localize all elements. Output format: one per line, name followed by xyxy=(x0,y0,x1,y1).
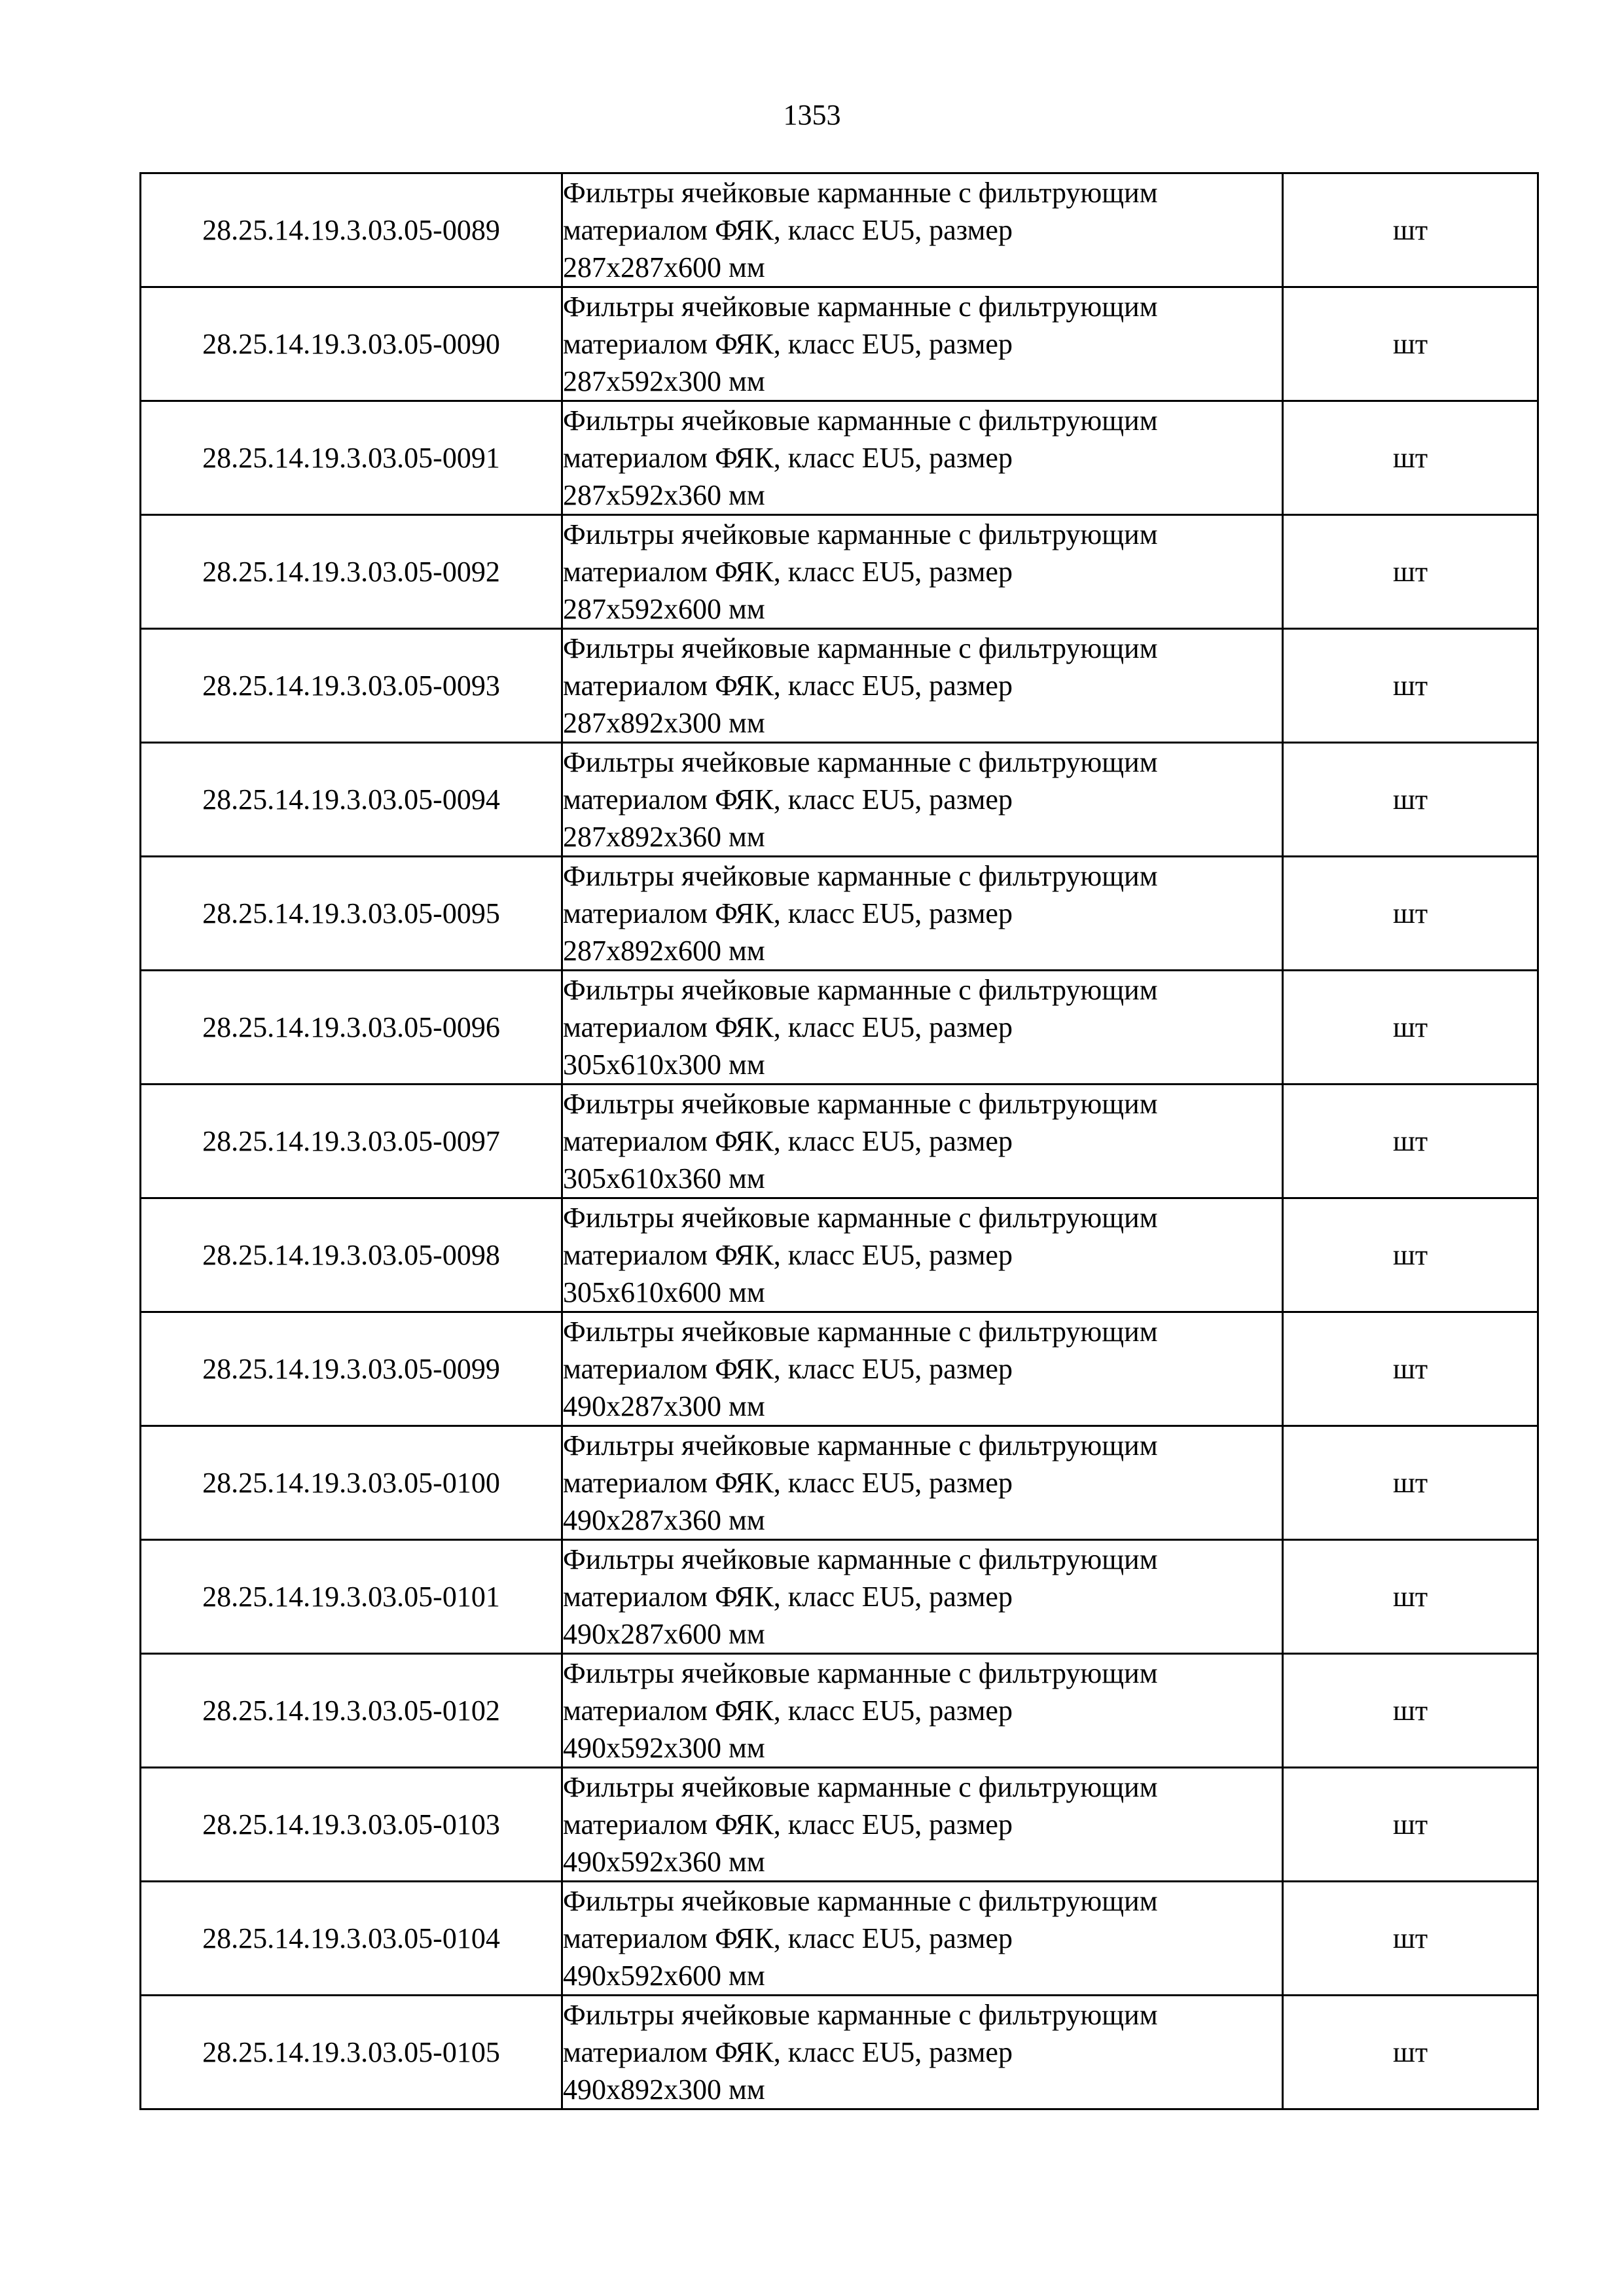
item-code: 28.25.14.19.3.03.05-0093 xyxy=(141,629,562,743)
item-description xyxy=(562,1085,1283,1198)
item-unit: шт xyxy=(1283,971,1538,1085)
description-line: материалом ФЯК, класс EU5, размер xyxy=(563,2036,1013,2068)
item-code: 28.25.14.19.3.03.05-0090 xyxy=(141,287,562,401)
table-row xyxy=(141,1426,1538,1540)
item-description xyxy=(562,173,1283,287)
item-unit: шт xyxy=(1283,1882,1538,1996)
item-description xyxy=(562,1654,1283,1768)
item-unit: шт xyxy=(1283,1085,1538,1198)
description-line: материалом ФЯК, класс EU5, размер xyxy=(563,556,1013,588)
item-code: 28.25.14.19.3.03.05-0094 xyxy=(141,743,562,857)
table-row xyxy=(141,173,1538,287)
table-row xyxy=(141,1312,1538,1426)
description-line: материалом ФЯК, класс EU5, размер xyxy=(563,1011,1013,1043)
description-line: Фильтры ячейковые карманные с фильтрующим xyxy=(563,974,1158,1006)
description-line: Фильтры ячейковые карманные с фильтрующим xyxy=(563,1088,1158,1120)
table-row xyxy=(141,971,1538,1085)
description-line: материалом ФЯК, класс EU5, размер xyxy=(563,328,1013,360)
table-row xyxy=(141,1198,1538,1312)
description-line: Фильтры ячейковые карманные с фильтрующим xyxy=(563,1885,1158,1917)
description-line: 287x892x600 мм xyxy=(563,935,765,967)
description-line: материалом ФЯК, класс EU5, размер xyxy=(563,1353,1013,1385)
description-line: Фильтры ячейковые карманные с фильтрующим xyxy=(563,404,1158,437)
table-row xyxy=(141,743,1538,857)
item-code: 28.25.14.19.3.03.05-0095 xyxy=(141,857,562,971)
item-unit: шт xyxy=(1283,173,1538,287)
description-line: Фильтры ячейковые карманные с фильтрующим xyxy=(563,1999,1158,2031)
table-row xyxy=(141,1768,1538,1882)
description-line: Фильтры ячейковые карманные с фильтрующим xyxy=(563,518,1158,550)
table-row xyxy=(141,287,1538,401)
description-line: Фильтры ячейковые карманные с фильтрующим xyxy=(563,177,1158,209)
item-code: 28.25.14.19.3.03.05-0103 xyxy=(141,1768,562,1882)
description-line: материалом ФЯК, класс EU5, размер xyxy=(563,1125,1013,1157)
description-line: 490x592x360 мм xyxy=(563,1846,765,1878)
item-description xyxy=(562,857,1283,971)
table-row xyxy=(141,1540,1538,1654)
table-row xyxy=(141,857,1538,971)
description-line: Фильтры ячейковые карманные с фильтрующим xyxy=(563,1543,1158,1575)
description-line: 490x592x300 мм xyxy=(563,1732,765,1764)
description-line: 287x287x600 мм xyxy=(563,251,765,283)
item-description xyxy=(562,1312,1283,1426)
description-line: Фильтры ячейковые карманные с фильтрующим xyxy=(563,1202,1158,1234)
description-line: 490x892x300 мм xyxy=(563,2073,765,2106)
description-line: Фильтры ячейковые карманные с фильтрующим xyxy=(563,1657,1158,1689)
item-code: 28.25.14.19.3.03.05-0091 xyxy=(141,401,562,515)
item-code: 28.25.14.19.3.03.05-0089 xyxy=(141,173,562,287)
description-line: Фильтры ячейковые карманные с фильтрующим xyxy=(563,860,1158,892)
description-line: Фильтры ячейковые карманные с фильтрующим xyxy=(563,746,1158,778)
item-code: 28.25.14.19.3.03.05-0096 xyxy=(141,971,562,1085)
item-description xyxy=(562,971,1283,1085)
item-code: 28.25.14.19.3.03.05-0101 xyxy=(141,1540,562,1654)
item-unit: шт xyxy=(1283,515,1538,629)
table-row xyxy=(141,629,1538,743)
item-code: 28.25.14.19.3.03.05-0099 xyxy=(141,1312,562,1426)
description-line: 490x592x600 мм xyxy=(563,1960,765,1992)
description-line: Фильтры ячейковые карманные с фильтрующим xyxy=(563,632,1158,664)
description-line: 287x892x300 мм xyxy=(563,707,765,739)
item-description xyxy=(562,1996,1283,2109)
description-line: материалом ФЯК, класс EU5, размер xyxy=(563,1922,1013,1954)
description-line: 287x892x360 мм xyxy=(563,821,765,853)
description-line: 305x610x600 мм xyxy=(563,1276,765,1308)
item-description xyxy=(562,1540,1283,1654)
item-unit: шт xyxy=(1283,401,1538,515)
item-unit: шт xyxy=(1283,1312,1538,1426)
item-description xyxy=(562,743,1283,857)
catalog-table-body xyxy=(141,173,1538,2109)
description-line: материалом ФЯК, класс EU5, размер xyxy=(563,1467,1013,1499)
item-unit: шт xyxy=(1283,1426,1538,1540)
item-unit: шт xyxy=(1283,287,1538,401)
item-code: 28.25.14.19.3.03.05-0102 xyxy=(141,1654,562,1768)
description-line: Фильтры ячейковые карманные с фильтрующим xyxy=(563,1771,1158,1803)
description-line: материалом ФЯК, класс EU5, размер xyxy=(563,670,1013,702)
item-unit: шт xyxy=(1283,1768,1538,1882)
page-number: 1353 xyxy=(783,99,841,131)
item-description xyxy=(562,287,1283,401)
item-unit: шт xyxy=(1283,857,1538,971)
table-row xyxy=(141,1654,1538,1768)
item-unit: шт xyxy=(1283,629,1538,743)
description-line: 287x592x360 мм xyxy=(563,479,765,511)
item-code: 28.25.14.19.3.03.05-0100 xyxy=(141,1426,562,1540)
item-code: 28.25.14.19.3.03.05-0098 xyxy=(141,1198,562,1312)
item-description xyxy=(562,1768,1283,1882)
description-line: материалом ФЯК, класс EU5, размер xyxy=(563,783,1013,816)
description-line: материалом ФЯК, класс EU5, размер xyxy=(563,214,1013,246)
description-line: материалом ФЯК, класс EU5, размер xyxy=(563,442,1013,474)
item-unit: шт xyxy=(1283,743,1538,857)
item-code: 28.25.14.19.3.03.05-0105 xyxy=(141,1996,562,2109)
item-description xyxy=(562,401,1283,515)
item-description xyxy=(562,1198,1283,1312)
item-unit: шт xyxy=(1283,1540,1538,1654)
description-line: 490x287x300 мм xyxy=(563,1390,765,1422)
item-unit: шт xyxy=(1283,1654,1538,1768)
item-description xyxy=(562,1882,1283,1996)
description-line: Фильтры ячейковые карманные с фильтрующим xyxy=(563,1316,1158,1348)
description-line: 287x592x300 мм xyxy=(563,365,765,397)
table-row xyxy=(141,1882,1538,1996)
description-line: материалом ФЯК, класс EU5, размер xyxy=(563,1581,1013,1613)
item-description xyxy=(562,1426,1283,1540)
item-code: 28.25.14.19.3.03.05-0104 xyxy=(141,1882,562,1996)
description-line: 305x610x300 мм xyxy=(563,1049,765,1081)
description-line: материалом ФЯК, класс EU5, размер xyxy=(563,1239,1013,1271)
description-line: 287x592x600 мм xyxy=(563,593,765,625)
description-line: материалом ФЯК, класс EU5, размер xyxy=(563,897,1013,929)
table-row xyxy=(141,401,1538,515)
item-unit: шт xyxy=(1283,1996,1538,2109)
item-description xyxy=(562,629,1283,743)
table-row xyxy=(141,1996,1538,2109)
description-line: Фильтры ячейковые карманные с фильтрующим xyxy=(563,291,1158,323)
item-code: 28.25.14.19.3.03.05-0097 xyxy=(141,1085,562,1198)
description-line: 490x287x360 мм xyxy=(563,1504,765,1536)
catalog-table xyxy=(139,172,1539,2110)
description-line: материалом ФЯК, класс EU5, размер xyxy=(563,1808,1013,1840)
description-line: Фильтры ячейковые карманные с фильтрующим xyxy=(563,1429,1158,1462)
description-line: материалом ФЯК, класс EU5, размер xyxy=(563,1695,1013,1727)
table-row xyxy=(141,515,1538,629)
description-line: 490x287x600 мм xyxy=(563,1618,765,1650)
item-description xyxy=(562,515,1283,629)
item-unit: шт xyxy=(1283,1198,1538,1312)
table-row xyxy=(141,1085,1538,1198)
item-code: 28.25.14.19.3.03.05-0092 xyxy=(141,515,562,629)
description-line: 305x610x360 мм xyxy=(563,1162,765,1194)
